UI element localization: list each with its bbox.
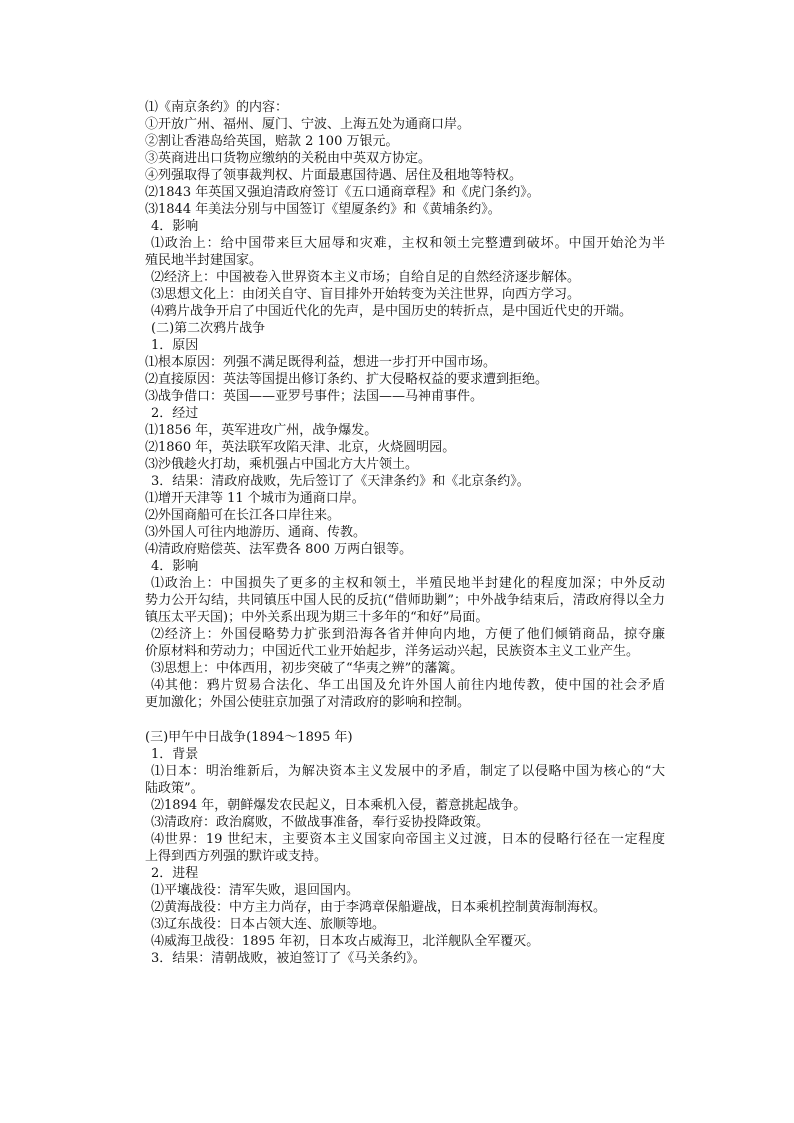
result-item-2: ⑵外国商船可在长江各口岸往来。 <box>145 508 341 523</box>
background-japan <box>145 763 665 797</box>
result-heading-2: 3．结果：清朝战败，被迫签订了《马关条约》。 <box>151 951 426 966</box>
result-item-3: ⑶外国人可往内地游历、通商、传教。 <box>145 525 367 540</box>
influence-thought-2: ⑶思想上：中体西用，初步突破了“华夷之辨”的藩篱。 <box>151 661 464 676</box>
result-item-4: ⑷清政府赔偿英、法军费各 800 万两白银等。 <box>145 542 413 557</box>
influence-politics-1 <box>145 235 665 269</box>
section-heading-course-1: 2．经过 <box>151 406 199 421</box>
background-qing: ⑶清政府：政治腐败，不做战事准备，奉行妥协投降政策。 <box>151 815 490 830</box>
section-heading-causes: 1．原因 <box>151 338 199 353</box>
section-heading-influence-2: 4．影响 <box>151 559 199 574</box>
treaty-clause-1: ①开放广州、福州、厦门、宁波、上海五处为通商口岸。 <box>145 117 471 132</box>
course-1860: ⑵1860 年，英法联军攻陷天津、北京，火烧圆明园。 <box>145 440 456 455</box>
section-heading-course-2: 2．进程 <box>151 866 199 881</box>
influence-politics-2-line-3: 镇压太平天国)；中外关系出现为期三十多年的“和好”局面。 <box>145 610 489 625</box>
influence-politics-2-line-1: ⑴政治上：中国损失了更多的主权和领土，半殖民地半封建化的程度加深；中外反动 <box>151 576 665 591</box>
influence-modernization-1: ⑷鸦片战争开启了中国近代化的先声，是中国历史的转折点，是中国近代史的开端。 <box>151 304 633 319</box>
treaty-clause-2: ②割让香港岛给英国，赔款 2 100 万银元。 <box>145 134 399 149</box>
treaty-clause-3: ③英商进出口货物应缴纳的关税由中英双方协定。 <box>145 151 432 166</box>
influence-politics-1-line-1: ⑴政治上：给中国带来巨大屈辱和灾难，主权和领土完整遭到破坏。中国开始沦为半 <box>151 236 665 251</box>
course-russia: ⑶沙俄趁火打劫，乘机强占中国北方大片领土。 <box>145 457 419 472</box>
section-heading-background: 1．背景 <box>151 747 199 762</box>
result-heading-1: 3．结果：清政府战败，先后签订了《天津条约》和《北京条约》。 <box>151 474 530 489</box>
cause-pretext: ⑶战争借口：英国——亚罗号事件；法国——马神甫事件。 <box>145 389 484 404</box>
nanjing-treaty-heading: ⑴《南京条约》的内容： <box>145 100 289 115</box>
section-title-second-opium-war: (二)第二次鸦片战争 <box>151 321 266 336</box>
section-title-sino-japanese-war: (三)甲午中日战争(1894～1895 年) <box>145 730 353 745</box>
background-world-line-2: 上得到西方列强的默许或支持。 <box>145 849 328 864</box>
influence-other-2-line-2: 更加激化；外国公使驻京加强了对清政府的影响和控制。 <box>145 695 471 710</box>
influence-politics-1-line-2: 殖民地半封建国家。 <box>145 253 263 268</box>
cause-direct: ⑵直接原因：英法等国提出修订条约、扩大侵略权益的要求遭到拒绝。 <box>145 372 549 387</box>
influence-economy-2-line-1: ⑵经济上：外国侵略势力扩张到沿海各省并伸向内地，方便了他们倾销商品，掠夺廉 <box>151 627 665 642</box>
treaty-1844: ⑶1844 年美法分别与中国签订《望厦条约》和《黄埔条约》。 <box>145 202 501 217</box>
influence-thought-1: ⑶思想文化上：由闭关自守、盲目排外开始转变为关注世界，向西方学习。 <box>151 287 581 302</box>
influence-politics-2 <box>145 575 665 626</box>
influence-other-2-line-1: ⑷其他：鸦片贸易合法化、华工出国及允许外国人前往内地传教，使中国的社会矛盾 <box>151 678 665 693</box>
influence-economy-2-line-2: 价原材料和劳动力；中国近代工业开始起步，洋务运动兴起，民族资本主义工业产生。 <box>145 644 640 659</box>
background-world <box>145 831 665 865</box>
battle-pyongyang: ⑴平壤战役：清军失败，退回国内。 <box>151 883 360 898</box>
background-1894: ⑵1894 年，朝鲜爆发农民起义，日本乘机入侵，蓄意挑起战争。 <box>151 798 527 813</box>
background-japan-line-2: 陆政策”。 <box>145 781 204 796</box>
battle-weihaiwei: ⑷威海卫战役：1895 年初，日本攻占威海卫，北洋舰队全军覆灭。 <box>151 934 540 949</box>
section-heading-influence-1: 4．影响 <box>151 219 199 234</box>
cause-fundamental: ⑴根本原因：列强不满足既得利益，想进一步打开中国市场。 <box>145 355 497 370</box>
background-japan-line-1: ⑴日本：明治维新后，为解决资本主义发展中的矛盾，制定了以侵略中国为核心的“大 <box>151 764 665 779</box>
treaty-1843: ⑵1843 年英国又强迫清政府签订《五口通商章程》和《虎门条约》。 <box>145 185 540 200</box>
battle-liaodong: ⑶辽东战役：日本占领大连、旅顺等地。 <box>151 917 386 932</box>
influence-politics-2-line-2: 势力公开勾结，共同镇压中国人民的反抗(“借师助剿”；中外战争结束后，清政府得以全力 <box>145 593 665 608</box>
influence-economy-2 <box>145 626 665 660</box>
influence-economy-1: ⑵经济上：中国被卷入世界资本主义市场；自给自足的自然经济逐步解体。 <box>151 270 581 285</box>
result-item-1: ⑴增开天津等 11 个城市为通商口岸。 <box>145 491 365 506</box>
treaty-clause-4: ④列强取得了领事裁判权、片面最惠国待遇、居住及租地等特权。 <box>145 168 523 183</box>
background-world-line-1: ⑷世界：19 世纪末，主要资本主义国家向帝国主义过渡，日本的侵略行径在一定程度 <box>151 832 665 847</box>
course-1856: ⑴1856 年，英军进攻广州，战争爆发。 <box>145 423 378 438</box>
influence-other-2 <box>145 677 665 711</box>
battle-yellow-sea: ⑵黄海战役：中方主力尚存，由于李鸿章保船避战，日本乘机控制黄海制海权。 <box>151 900 607 915</box>
